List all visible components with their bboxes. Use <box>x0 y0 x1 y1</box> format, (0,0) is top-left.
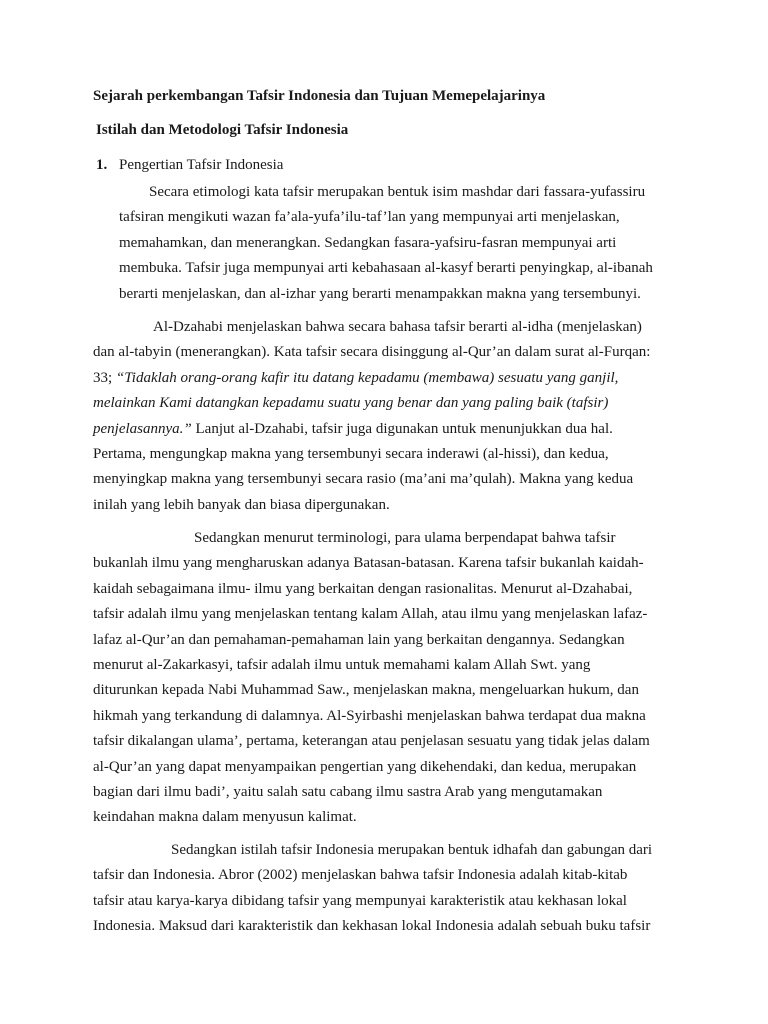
paragraph-line: tafsir adalah ilmu yang menjelaskan tentang kalam Allah, atau ilmu yang menjelaskan lafaz- <box>93 606 648 623</box>
paragraph-line: Indonesia. Maksud dari karakteristik dan kekhasan lokal Indonesia adalah sebuah buku tafsir <box>93 918 651 935</box>
paragraph-text: Lanjut al-Dzahabi, tafsir juga digunakan untuk menunjukkan dua hal. <box>191 420 613 437</box>
paragraph-line: diturunkan kepada Nabi Muhammad Saw., menjelaskan makna, mengeluarkan hukum, dan <box>93 682 639 699</box>
document-title: Sejarah perkembangan Tafsir Indonesia dan Tujuan Memepelajarinya <box>93 88 546 104</box>
paragraph-line: kaidah sebagaimana ilmu- ilmu yang berkaitan dengan rasionalitas. Menurut al-Dzahabai, <box>93 580 633 597</box>
paragraph-terminologi <box>93 526 650 831</box>
section-heading-text: Pengertian Tafsir Indonesia <box>119 157 284 173</box>
paragraph-line <box>93 417 650 442</box>
paragraph-line: tafsir atau karya-karya dibidang tafsir yang mempunyai karakteristik atau kekhasan lokal <box>93 892 627 909</box>
section-heading <box>96 157 283 174</box>
paragraph-line: lafaz al-Qur’an dan pemahaman-pemahaman lain yang berkaitan dengannya. Sedangkan <box>93 631 625 648</box>
paragraph-line: bagian dari ilmu badi’, yaitu salah satu cabang ilmu sastra Arab yang mengutamakan <box>93 784 603 801</box>
paragraph-line: tafsiran mengikuti wazan fa’ala-yufa’ilu-taf’lan yang mempunyai arti menjelaskan, <box>119 209 620 226</box>
paragraph-line: Sedangkan menurut terminologi, para ulama berpendapat bahwa tafsir <box>194 530 616 546</box>
quran-quote: penjelasannya.” <box>93 420 192 437</box>
paragraph-line: membuka. Tafsir juga mempunyai arti kebahasaan al-kasyf berarti penyingkap, al-ibanah <box>119 260 653 277</box>
paragraph-line: tafsir dikalangan ulama’, pertama, keterangan atau penjelasan sesuatu yang tidak jelas dalam <box>93 733 650 750</box>
verse-reference: 33; <box>93 369 116 386</box>
paragraph-line: Al-Dzahabi menjelaskan bahwa secara bahasa tafsir berarti al-idha (menjelaskan) <box>153 319 642 335</box>
quran-quote: “Tidaklah orang-orang kafir itu datang kepadamu (membawa) sesuatu yang ganjil, <box>115 369 619 386</box>
paragraph-line: memahamkan, dan menerangkan. Sedangkan fasara-yafsiru-fasran mempunyai arti <box>119 234 617 251</box>
paragraph-line: al-Qur’an yang dapat menyampaikan pengertian yang dikehendaki, dan kedua, merupakan <box>93 758 637 775</box>
paragraph-line <box>93 366 650 391</box>
paragraph-line: berarti menjelaskan, dan al-izhar yang berarti menampakkan makna yang tersembunyi. <box>119 285 641 302</box>
paragraph-line: hikmah yang terkandung di dalamnya. Al-Syirbashi menjelaskan bahwa terdapat dua makna <box>93 707 646 724</box>
quran-quote: melainkan Kami datangkan kepadamu suatu yang benar dan yang paling baik (tafsir) <box>93 395 609 412</box>
section-subtitle: Istilah dan Metodologi Tafsir Indonesia <box>96 122 349 138</box>
paragraph-al-dzahabi <box>93 315 650 518</box>
paragraph-line: inilah yang lebih banyak dan biasa dipergunakan. <box>93 496 390 513</box>
section-number: 1. <box>96 157 108 173</box>
paragraph-line: Pertama, mengungkap makna yang tersembunyi secara inderawi (al-hissi), dan kedua, <box>93 446 609 463</box>
paragraph-line: menurut al-Zakarkasyi, tafsir adalah ilmu untuk memahami kalam Allah Swt. yang <box>93 657 591 674</box>
paragraph-line: Sedangkan istilah tafsir Indonesia merupakan bentuk idhafah dan gabungan dari <box>171 842 653 858</box>
paragraph-etimologi <box>119 180 653 307</box>
paragraph-line: Secara etimologi kata tafsir merupakan bentuk isim mashdar dari fassara-yufassiru <box>149 184 646 200</box>
paragraph-line: tafsir dan Indonesia. Abror (2002) menjelaskan bahwa tafsir Indonesia adalah kitab-kitab <box>93 867 628 884</box>
paragraph-line: bukanlah ilmu yang mengharuskan adanya Batasan-batasan. Karena tafsir bukanlah kaidah- <box>93 555 644 572</box>
paragraph-line: menyingkap makna yang tersembunyi secara rasio (ma’ani ma’qulah). Makna yang kedua <box>93 471 634 488</box>
paragraph-line: keindahan makna dalam menyusun kalimat. <box>93 809 357 826</box>
paragraph-istilah <box>93 838 652 940</box>
paragraph-line: dan al-tabyin (menerangkan). Kata tafsir secara disinggung al-Qur’an dalam surat al-Furqan: <box>93 344 651 361</box>
